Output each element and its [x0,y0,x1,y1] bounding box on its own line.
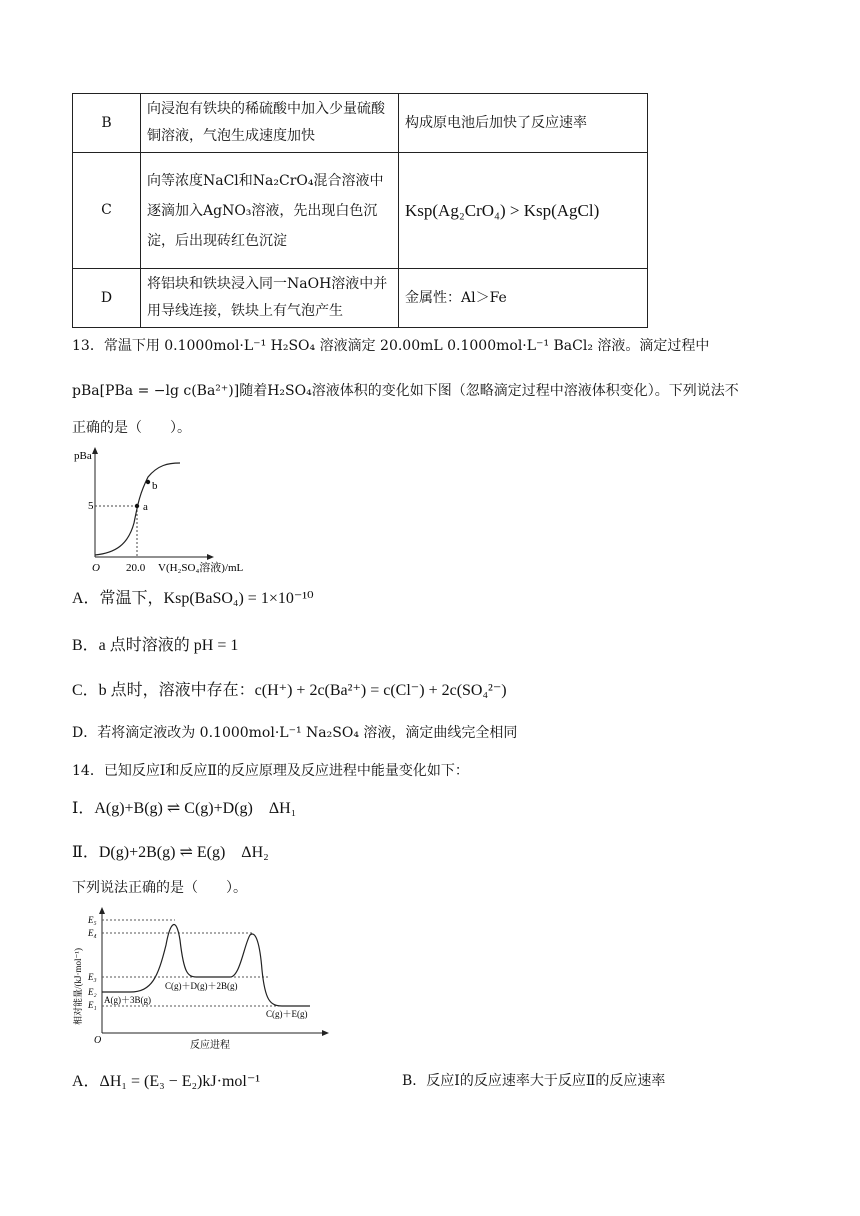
end-species: C(g)＋E(g) [266,1009,308,1019]
row-experiment: 向等浓度NaCl和Na₂CrO₄混合溶液中逐滴加入AgNO₃溶液，先出现白色沉淀，后出现砖红色沉淀 [141,153,399,269]
point-a [135,504,139,508]
titration-curve [95,463,180,555]
table-row [73,153,648,269]
q14-reaction-2: Ⅱ．D(g)+2B(g) ⇌ E(g) ΔH₂ [72,844,269,861]
e2-label: E₂ [88,987,97,997]
q13-option-d: D．若将滴定液改为 0.1000mol·L⁻¹ Na₂SO₄ 溶液，滴定曲线完全相同 [72,725,518,741]
e1-label: E₁ [88,1000,97,1010]
y-axis-label: pBa [74,450,92,462]
q14-option-a: A．ΔH₁ = (E₃ − E₂)kJ·mol⁻¹ [72,1073,261,1090]
row-label: D [73,269,141,328]
point-b-label: b [152,480,158,492]
row-conclusion: 金属性：Al＞Fe [399,269,648,328]
intermediate-species: C(g)＋D(g)＋2B(g) [165,981,238,991]
x-tick-20: 20.0 [126,562,146,574]
origin-label: O [92,562,100,574]
energy-profile-graph [70,905,335,1055]
e3-label: E₃ [88,972,97,982]
row-conclusion: 构成原电池后加快了反应速率 [399,94,648,153]
y-axis-label: 相对能量/(kJ·mol⁻¹) [73,948,83,1025]
origin-label: O [94,1035,102,1046]
q13-option-a: A．常温下，Ksp(BaSO₄) = 1×10⁻¹⁰ [72,590,314,607]
q14-reaction-1: Ⅰ．A(g)+B(g) ⇌ C(g)+D(g) ΔH₁ [72,800,297,817]
q13-option-c: C．b 点时，溶液中存在：c(H⁺) + 2c(Ba²⁺) = c(Cl⁻) + 2c(SO₄²⁻) [72,682,507,699]
energy-curve [102,925,310,1006]
start-species: A(g)＋3B(g) [104,995,151,1005]
q13-stem-line2: pBa[PBa = −lg c(Ba²⁺)]随着H₂SO₄溶液体积的变化如下图（忽略滴定过程中溶液体积变化）。下列说法不 [72,383,739,399]
y-tick-5: 5 [88,500,94,512]
x-axis-label: V(H₂SO₄溶液)/mL [158,562,244,574]
pba-titration-graph [70,445,300,575]
row-label: B [73,94,141,153]
q14-stem: 14．已知反应Ⅰ和反应Ⅱ的反应原理及反应进程中能量变化如下： [72,763,469,779]
q13-stem-line1: 13．常温下用 0.1000mol·L⁻¹ H₂SO₄ 溶液滴定 20.00mL 0.1000mol·L⁻¹ BaCl₂ 溶液。滴定过程中 [72,338,710,354]
row-experiment: 向浸泡有铁块的稀硫酸中加入少量硫酸铜溶液，气泡生成速度加快 [141,94,399,153]
table-row [73,94,648,153]
table-row [73,269,648,328]
q14-option-b: B．反应Ⅰ的反应速率大于反应Ⅱ的反应速率 [402,1073,666,1089]
e4-label: E₄ [88,928,97,938]
row-experiment: 将铝块和铁块浸入同一NaOH溶液中并用导线连接，铁块上有气泡产生 [141,269,399,328]
point-b [146,480,150,484]
point-a-label: a [143,501,148,513]
q13-option-b: B．a 点时溶液的 pH = 1 [72,637,239,654]
row-conclusion: Ksp(Ag₂CrO₄) > Ksp(AgCl) [399,153,648,269]
q13-stem-line3: 正确的是（ ）。 [72,420,191,436]
x-axis-label: 反应进程 [190,1040,230,1051]
q14-question: 下列说法正确的是（ ）。 [72,880,247,896]
row-label: C [73,153,141,269]
e5-label: E₅ [88,915,97,925]
options-table [72,93,648,328]
